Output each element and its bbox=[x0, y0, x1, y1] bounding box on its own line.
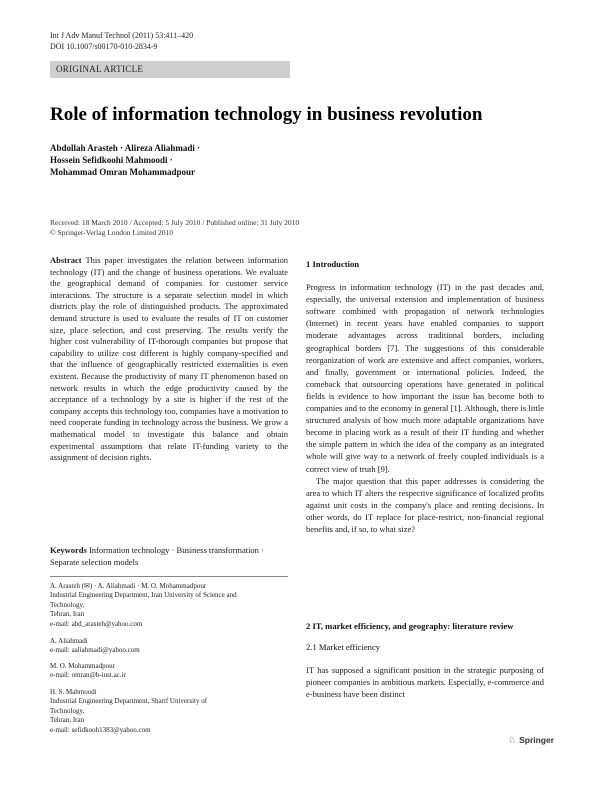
publisher-name: Springer bbox=[519, 735, 555, 745]
article-type-banner bbox=[50, 61, 290, 78]
affiliation-email[interactable]: e-mail: aaliahmadi@yahoo.com bbox=[50, 646, 140, 655]
author-line-1: Abdollah Arasteh · Alireza Aliahmadi · bbox=[50, 143, 201, 153]
section-introduction bbox=[306, 258, 544, 535]
abstract bbox=[50, 255, 288, 464]
keywords bbox=[50, 545, 288, 568]
keywords-label: Keywords bbox=[50, 545, 87, 555]
affiliation-block-2 bbox=[50, 637, 288, 656]
abstract-label: Abstract bbox=[50, 255, 82, 265]
subsection-heading-market: 2.1 Market efficiency bbox=[306, 642, 381, 653]
keywords-text: Information technology · Business transformation · Separate selection models bbox=[50, 545, 264, 567]
section-heading-introduction: 1 Introduction bbox=[306, 259, 360, 269]
affiliation-city: Tehran, Iran bbox=[50, 716, 85, 725]
copyright-line: © Springer-Verlag London Limited 2010 bbox=[50, 228, 174, 237]
author-line-2: Hossein Sefidkoohi Mahmoodi · bbox=[50, 155, 173, 165]
author-line-3: Mohammad Omran Mohammadpour bbox=[50, 167, 196, 177]
affiliation-block-1 bbox=[50, 582, 288, 629]
affiliation-dept-cont: Technology, bbox=[50, 600, 85, 609]
intro-paragraph-1: Progress in information technology (IT) in the past decades and, especially, the universal extension and implementation of business software combined with propagation of network technologies (Internet) in recent years have enabled companies to support moderate advantages across traditional borders, including geographical borders [7]. The suggestions of this considerable reorganization of work are extensive and affect companies, workers, and finally, government or international policies. Indeed, the comeback that outsourcing operations have generated in political fields is evidence to how important the issue has become both to companies and to the economy in general [1]. Although, there is little structured analysis of how much more adaptable organizations have become in placing work as a result of their IT funding and whether the simple pattern in which the idea of the company as an integrated whole will give way to a network of freely coupled individuals is a correct view of truth [9]. bbox=[306, 282, 544, 474]
springer-logo bbox=[508, 735, 554, 746]
affiliation-email[interactable]: e-mail: abd_arasteh@yahoo.com bbox=[50, 619, 143, 628]
affiliation-city: Tehran, Iran bbox=[50, 610, 85, 619]
section-heading-literature: 2 IT, market efficiency, and geography: literature review bbox=[306, 621, 514, 631]
affiliation-dept-cont: Technology, bbox=[50, 706, 85, 715]
intro-paragraph-2: The major question that this paper addresses is considering the area to which IT alters the respective significance of localized profits against unit costs in the company's place and renting decisions. In other words, do IT replace for place-restrict, non-financial regional benefits and, if so, to what size? bbox=[306, 475, 544, 534]
affiliation-block-3 bbox=[50, 662, 288, 681]
paper-title: Role of information technology in business revolution bbox=[50, 104, 483, 125]
article-type-label: ORIGINAL ARTICLE bbox=[56, 64, 144, 74]
affiliation-author: A. Aliahmadi bbox=[50, 637, 88, 645]
market-paragraph-1: IT has supposed a significant position in the strategic purposing of pioneer companies in ambitious markets. Especially, e-commerce and e-business have been distinct bbox=[306, 665, 544, 700]
affiliation-email[interactable]: e-mail: sefidkooh1383@yahoo.com bbox=[50, 725, 151, 734]
affiliation-block-4 bbox=[50, 688, 288, 735]
publication-dates bbox=[50, 218, 299, 238]
dates-line: Received: 18 March 2010 / Accepted: 5 July 2010 / Published online: 31 July 2010 bbox=[50, 218, 300, 227]
journal-citation bbox=[50, 30, 193, 52]
affiliation-dept: Industrial Engineering Department, Sharif University of bbox=[50, 697, 208, 706]
journal-line-1: Int J Adv Manuf Technol (2011) 53:411–420 bbox=[50, 31, 194, 40]
affiliation-author: M. O. Mohammadpour bbox=[50, 662, 115, 670]
affiliation-divider bbox=[50, 576, 288, 577]
journal-doi: DOI 10.1007/s00170-010-2834-9 bbox=[50, 42, 158, 51]
affiliation-email[interactable]: e-mail: omran@b-iust.ac.ir bbox=[50, 671, 126, 680]
affiliation-author: H. S. Mahmoodi bbox=[50, 688, 97, 696]
author-list bbox=[50, 142, 200, 178]
abstract-text: This paper investigates the relation between information technology (IT) and the change of business operations. We evaluate the geographical demand of companies for customer service interactions. The structure is a separate selection model in which districts play the role of distinguished products. The approximated demand structure is used to evaluate the results of IT on customer size, place selection, and cost preserving. The results verify the higher cost vulnerability of IT-thorough companies but propose that capability to utilize cost different is highly company-specified and that the influence of geographically restricted externalities is even existent. Because the productivity of many IT phenomenon based on network results in which the edge productivity caused by the acceptance of a technology by a site is higher if the rest of the company accepts this technology too, companies have a motivation to need cooperate funding in technology across the business. We grow a mathematical model to investigate this balance and obtain experimental assumptions that relate IT-funding variety to the assignment of decision rights. bbox=[50, 255, 288, 463]
springer-horse-icon: ♘ bbox=[508, 735, 517, 745]
section-literature-review bbox=[306, 620, 544, 700]
affiliation-dept: Industrial Engineering Department, Iran University of Science and bbox=[50, 591, 237, 600]
affiliation-authors: A. Arasteh (✉) · A. Aliahmadi · M. O. Mohammadpour bbox=[50, 582, 207, 590]
